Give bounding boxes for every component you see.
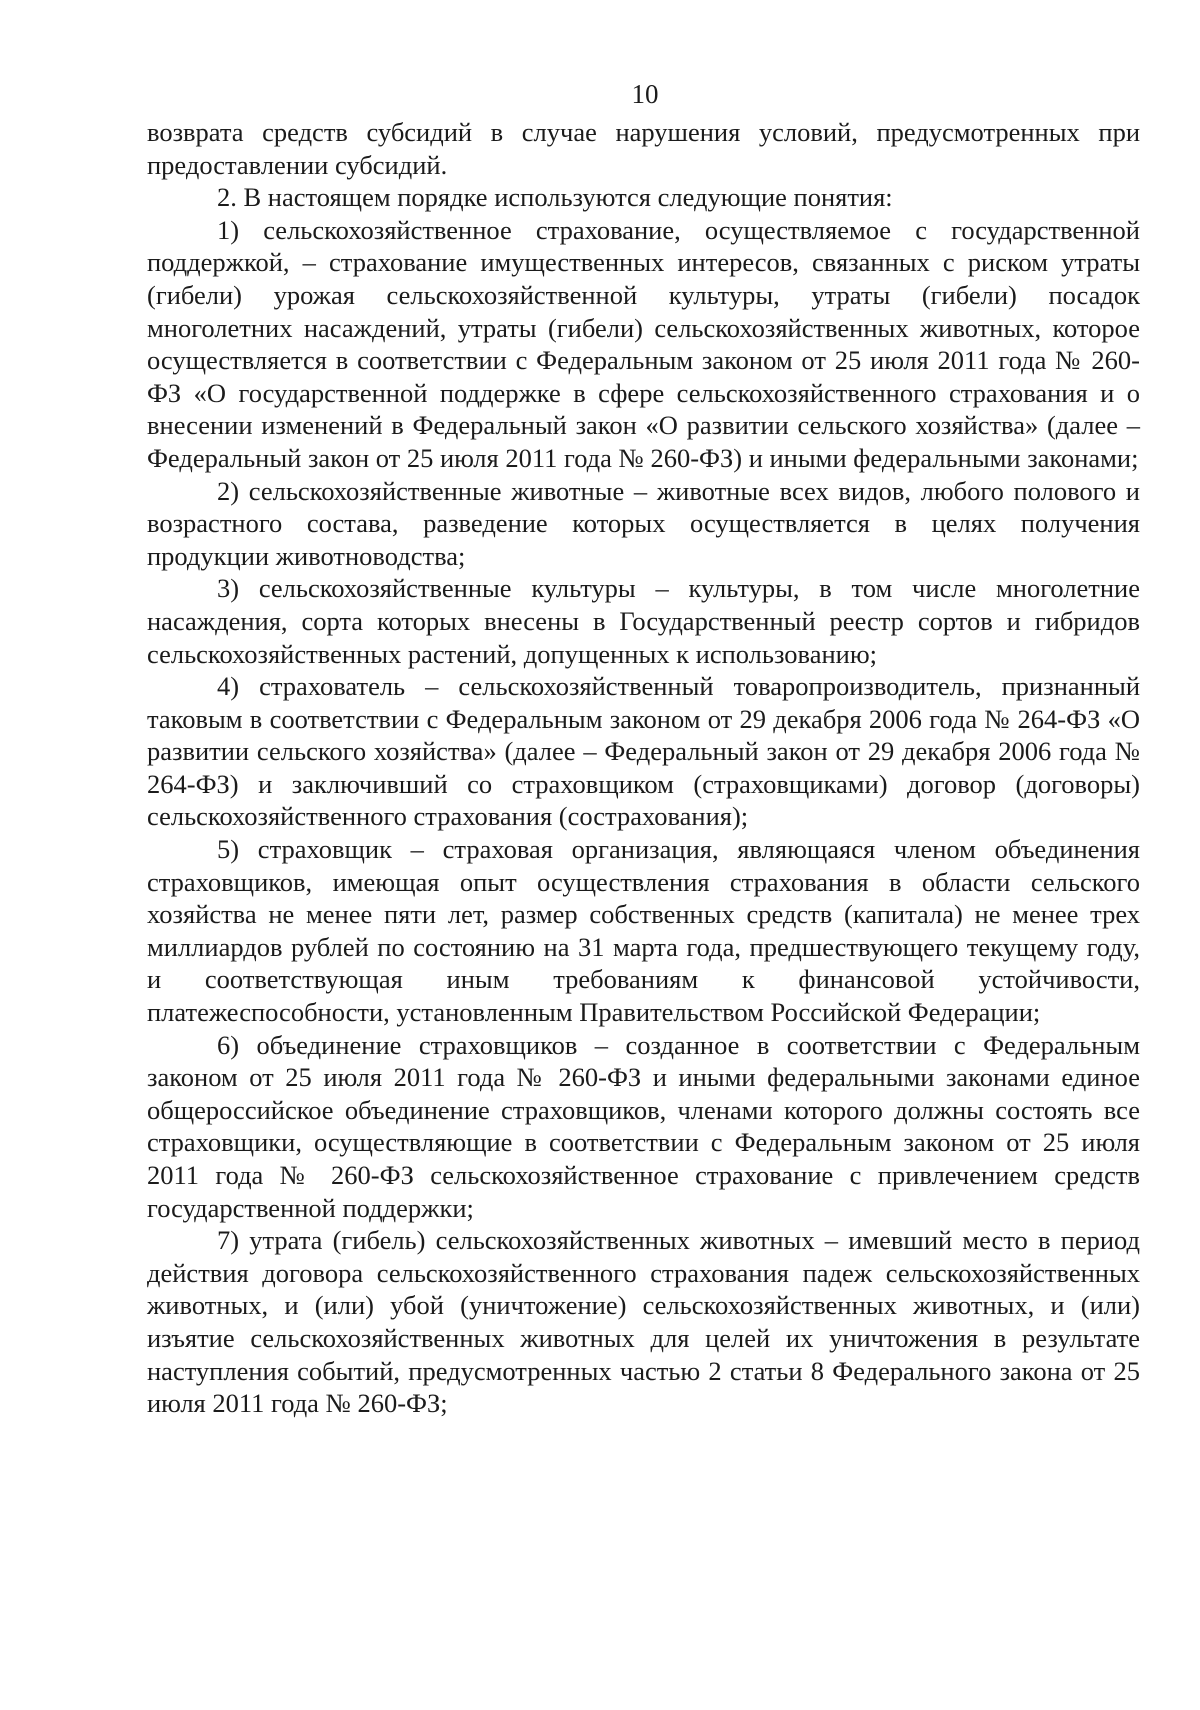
paragraph-item-6: 6) объединение страховщиков – созданное в соответствии с Федеральным законом от 25 июля 2011 года № 260-ФЗ и иными федеральными законами единое общероссийское объединение страховщиков, членами которого должны состоять все страховщики, осуществляющие в соответствии с Федеральным законом от 25 июля 2011 года № 260-ФЗ сельскохозяйственное страхование с привлечением средств государственной поддержки;	[147, 1029, 1140, 1223]
paragraph-item-4: 4) страхователь – сельскохозяйственный товаропроизводитель, признанный таковым в соответствии с Федеральным законом от 29 декабря 2006 года № 264-ФЗ «О развитии сельского хозяйства» (далее – Федеральный закон от 29 декабря 2006 года № 264-ФЗ) и заключивший со страховщиком (страховщиками) договор (договоры) сельскохозяйственного страхования (сострахования);	[147, 671, 1140, 832]
paragraph-item-7: 7) утрата (гибель) сельскохозяйственных животных – имевший место в период действия договора сельскохозяйственного страхования падеж сельскохозяйственных животных, и (или) убой (уничтожение) сельскохозяйственных животных, и (или) изъятие сельскохозяйственных животных для целей их уничтожения в результате наступления событий, предусмотренных частью 2 статьи 8 Федерального закона от 25 июля 2011 года № 260-ФЗ;	[147, 1225, 1140, 1419]
paragraph-clause-2: 2. В настоящем порядке используются следующие понятия:	[217, 182, 893, 213]
paragraph-item-2: 2) сельскохозяйственные животные – животные всех видов, любого полового и возрастного состава, разведение которых осуществляется в целях получения продукции животноводства;	[147, 475, 1140, 571]
paragraph-item-1: 1) сельскохозяйственное страхование, осуществляемое с государственной поддержкой, – страхование имущественных интересов, связанных с риском утраты (гибели) урожая сельскохозяйственной культуры, утраты (гибели) посадок многолетних насаждений, утраты (гибели) сельскохозяйственных животных, которое осуществляется в соответствии с Федеральным законом от 25 июля 2011 года № 260-ФЗ «О государственной поддержке в сфере сельскохозяйственного страхования и о внесении изменений в Федеральный закон «О развитии сельского хозяйства» (далее – Федеральный закон от 25 июля 2011 года № 260-ФЗ) и иными федеральными законами;	[147, 214, 1140, 473]
paragraph-item-3: 3) сельскохозяйственные культуры – культуры, в том числе многолетние насаждения, сорта которых внесены в Государственный реестр сортов и гибридов сельскохозяйственных растений, допущенных к использованию;	[147, 573, 1140, 669]
paragraph-continuation: возврата средств субсидий в случае нарушения условий, предусмотренных при предоставлении субсидий.	[147, 117, 1140, 180]
document-body	[147, 116, 1140, 1420]
paragraph-item-5: 5) страховщик – страховая организация, являющаяся членом объединения страховщиков, имеющая опыт осуществления страхования в области сельского хозяйства не менее пяти лет, размер собственных средств (капитала) не менее трех миллиардов рублей по состоянию на 31 марта года, предшествующего текущему году, и соответствующая иным требованиям к финансовой устойчивости, платежеспособности, установленным Правительством Российской Федерации;	[147, 834, 1140, 1028]
page-number: 10	[631, 79, 659, 109]
